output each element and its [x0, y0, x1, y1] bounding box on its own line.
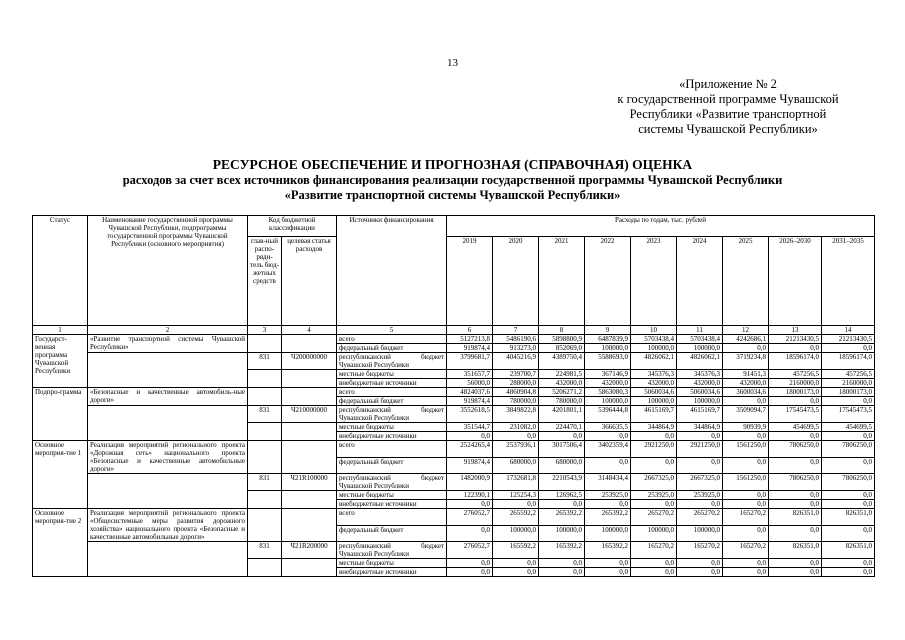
row-value: 0,0 — [677, 432, 723, 441]
column-number: 1 — [33, 326, 88, 335]
row-source: федеральный бюджет — [337, 344, 447, 353]
row-value: 0,0 — [539, 432, 585, 441]
row-csr-empty — [282, 491, 337, 509]
row-value: 2667325,0 — [677, 474, 723, 491]
row-value: 919874,4 — [447, 397, 493, 406]
row-value: 7806250,0 — [769, 441, 822, 458]
column-number: 13 — [769, 326, 822, 335]
row-value: 126962,5 — [539, 491, 585, 500]
row-value: 3600034,6 — [723, 388, 769, 397]
appendix-line-2: к государственной программе Чувашской — [617, 92, 839, 106]
row-value: 0,0 — [769, 500, 822, 509]
row-value: 4860904,8 — [493, 388, 539, 397]
row-grbs: 831 — [248, 353, 282, 370]
row-value: 4824037,6 — [447, 388, 493, 397]
row-value: 21213430,5 — [822, 335, 875, 344]
row-value: 276052,7 — [447, 509, 493, 526]
row-value: 1561250,0 — [723, 441, 769, 458]
row-status: Государст-венная программа Чувашской Республики — [33, 335, 88, 388]
row-value: 1482000,9 — [447, 474, 493, 491]
row-value: 3017506,4 — [539, 441, 585, 458]
row-grbs-empty — [248, 370, 282, 388]
header-expenses: Расходы по годам, тыс. рублей — [447, 216, 875, 237]
row-source: республиканский бюджет Чувашской Республики — [337, 474, 447, 491]
header-status: Статус — [33, 216, 88, 326]
row-value: 0,0 — [447, 500, 493, 509]
title-line-2: расходов за счет всех источников финансирования реализации государственной программы Чувашской Республики — [122, 173, 783, 187]
row-value: 0,0 — [631, 559, 677, 568]
appendix-line-3: Республики «Развитие транспортной — [629, 107, 827, 121]
row-value: 0,0 — [723, 559, 769, 568]
row-value: 0,0 — [723, 500, 769, 509]
row-value: 224981,5 — [539, 370, 585, 379]
row-value: 0,0 — [769, 457, 822, 474]
row-value: 344864,9 — [677, 423, 723, 432]
row-value: 0,0 — [769, 568, 822, 577]
row-value: 0,0 — [631, 457, 677, 474]
row-grbs: 831 — [248, 542, 282, 559]
row-value: 0,0 — [822, 397, 875, 406]
table-row — [33, 509, 875, 526]
row-value: 5588693,0 — [585, 353, 631, 370]
row-value: 0,0 — [585, 432, 631, 441]
row-value: 0,0 — [585, 568, 631, 577]
row-value: 4201801,1 — [539, 406, 585, 423]
column-number: 3 — [248, 326, 282, 335]
row-value: 0,0 — [585, 457, 631, 474]
row-value: 0,0 — [631, 432, 677, 441]
row-value: 265392,2 — [585, 509, 631, 526]
row-value: 276052,7 — [447, 542, 493, 559]
row-value: 7806250,0 — [769, 474, 822, 491]
row-value: 2524265,4 — [447, 441, 493, 458]
row-value: 0,0 — [493, 500, 539, 509]
row-csr-empty — [282, 370, 337, 388]
row-value: 5127213,8 — [447, 335, 493, 344]
row-value: 454699,5 — [769, 423, 822, 432]
row-value: 231082,0 — [493, 423, 539, 432]
row-value: 5060034,6 — [631, 388, 677, 397]
column-number: 10 — [631, 326, 677, 335]
row-value: 100000,0 — [677, 525, 723, 542]
row-value: 21213430,5 — [769, 335, 822, 344]
row-grbs-empty — [248, 491, 282, 509]
row-value: 1561250,0 — [723, 474, 769, 491]
row-value: 100000,0 — [585, 397, 631, 406]
row-name: «Развитие транспортной системы Чувашской Республики» — [88, 335, 248, 353]
row-source: всего — [337, 335, 447, 344]
row-value: 5060034,6 — [677, 388, 723, 397]
row-value: 4615169,7 — [677, 406, 723, 423]
header-year: 2022 — [585, 237, 631, 326]
row-source: федеральный бюджет — [337, 525, 447, 542]
header-grbs: глав-ный распо-ряди-тель бюд-жетных средств — [248, 237, 282, 326]
column-number: 9 — [585, 326, 631, 335]
row-value: 5486190,6 — [493, 335, 539, 344]
row-value: 2160000,0 — [769, 379, 822, 388]
row-csr: Ч200000000 — [282, 353, 337, 370]
row-value: 432000,0 — [631, 379, 677, 388]
row-value: 0,0 — [723, 457, 769, 474]
header-year: 2023 — [631, 237, 677, 326]
row-value: 4242686,1 — [723, 335, 769, 344]
appendix-line-1: «Приложение № 2 — [679, 77, 777, 91]
row-value: 0,0 — [822, 500, 875, 509]
row-value: 265392,2 — [539, 509, 585, 526]
row-value: 4826062,1 — [631, 353, 677, 370]
row-value: 0,0 — [769, 525, 822, 542]
appendix-note — [603, 77, 853, 137]
row-status: Основное мероприя-тие 2 — [33, 509, 88, 577]
row-source: республиканский бюджет Чувашской Республики — [337, 542, 447, 559]
row-value: 432000,0 — [677, 379, 723, 388]
row-value: 913273,0 — [493, 344, 539, 353]
row-source: республиканский бюджет Чувашской Республики — [337, 406, 447, 423]
row-value: 288000,0 — [493, 379, 539, 388]
row-value: 3552618,5 — [447, 406, 493, 423]
row-value: 6487839,9 — [585, 335, 631, 344]
row-source: всего — [337, 509, 447, 526]
column-number: 5 — [337, 326, 447, 335]
row-csr-empty — [282, 509, 337, 542]
row-value: 919874,4 — [447, 457, 493, 474]
row-value: 432000,0 — [539, 379, 585, 388]
page-number: 13 — [447, 57, 458, 69]
row-value: 826351,0 — [822, 542, 875, 559]
row-source: внебюджетные источники — [337, 568, 447, 577]
row-value: 0,0 — [723, 432, 769, 441]
row-value: 100000,0 — [677, 397, 723, 406]
row-status: Подпро-грамма — [33, 388, 88, 441]
row-value: 18000173,0 — [822, 388, 875, 397]
row-value: 2667325,0 — [631, 474, 677, 491]
row-grbs: 831 — [248, 406, 282, 423]
row-value: 91451,3 — [723, 370, 769, 379]
row-csr: Ч21R100000 — [282, 474, 337, 491]
column-number: 4 — [282, 326, 337, 335]
row-value: 0,0 — [677, 568, 723, 577]
row-value: 100000,0 — [677, 344, 723, 353]
row-value: 0,0 — [822, 491, 875, 500]
header-year: 2020 — [493, 237, 539, 326]
column-number: 11 — [677, 326, 723, 335]
row-value: 2537936,1 — [493, 441, 539, 458]
row-grbs-empty — [248, 559, 282, 577]
title-line-1: РЕСУРСНОЕ ОБЕСПЕЧЕНИЕ И ПРОГНОЗНАЯ (СПРАВОЧНАЯ) ОЦЕНКА — [212, 157, 693, 172]
row-source: республиканский бюджет Чувашской Республики — [337, 353, 447, 370]
row-csr-empty — [282, 441, 337, 474]
row-value: 165592,2 — [493, 542, 539, 559]
row-value: 432000,0 — [723, 379, 769, 388]
row-value: 3509094,7 — [723, 406, 769, 423]
row-name-cont — [88, 406, 248, 441]
row-value: 165270,2 — [631, 542, 677, 559]
row-value: 0,0 — [539, 568, 585, 577]
row-value: 0,0 — [769, 344, 822, 353]
row-name-cont — [88, 474, 248, 509]
row-value: 826351,0 — [769, 542, 822, 559]
row-value: 0,0 — [539, 500, 585, 509]
row-value: 0,0 — [769, 432, 822, 441]
header-sources: Источники финансирования — [337, 216, 447, 326]
row-value: 432000,0 — [585, 379, 631, 388]
row-value: 3148434,4 — [585, 474, 631, 491]
row-value: 919874,4 — [447, 344, 493, 353]
row-source: местные бюджеты — [337, 559, 447, 568]
header-code: Код бюджетной классификации — [248, 216, 337, 237]
row-value: 7806250,0 — [822, 441, 875, 458]
row-source: внебюджетные источники — [337, 500, 447, 509]
row-value: 0,0 — [677, 500, 723, 509]
row-value: 0,0 — [822, 568, 875, 577]
column-number: 6 — [447, 326, 493, 335]
row-name: Реализация мероприятий регионального проекта «Общесистемные меры развития дорожного хозяйства» национального проекта «Безопасные и качественные автомобильные дороги» — [88, 509, 248, 542]
table-row — [33, 406, 875, 423]
row-value: 4045216,9 — [493, 353, 539, 370]
row-value: 224470,1 — [539, 423, 585, 432]
table-row — [33, 388, 875, 397]
row-value: 0,0 — [493, 432, 539, 441]
row-grbs-empty — [248, 388, 282, 406]
row-csr: Ч21R200000 — [282, 542, 337, 559]
row-value: 122390,1 — [447, 491, 493, 500]
row-value: 0,0 — [723, 491, 769, 500]
row-value: 366635,5 — [585, 423, 631, 432]
row-value: 18596174,0 — [769, 353, 822, 370]
row-value: 0,0 — [447, 559, 493, 568]
row-value: 125254,3 — [493, 491, 539, 500]
row-name-cont — [88, 542, 248, 577]
row-value: 165270,2 — [723, 542, 769, 559]
row-value: 457256,5 — [769, 370, 822, 379]
row-value: 253925,0 — [585, 491, 631, 500]
table-row — [33, 542, 875, 559]
row-source: внебюджетные источники — [337, 432, 447, 441]
row-value: 3719234,8 — [723, 353, 769, 370]
row-value: 826351,0 — [822, 509, 875, 526]
column-numbers-row — [33, 326, 875, 335]
row-value: 0,0 — [769, 397, 822, 406]
row-value: 0,0 — [822, 559, 875, 568]
row-value: 2210543,9 — [539, 474, 585, 491]
row-value: 454699,5 — [822, 423, 875, 432]
header-year: 2019 — [447, 237, 493, 326]
row-value: 780000,0 — [493, 397, 539, 406]
table-row — [33, 441, 875, 458]
row-value: 7806250,0 — [822, 474, 875, 491]
row-value: 345376,3 — [631, 370, 677, 379]
row-value: 17545473,5 — [769, 406, 822, 423]
row-value: 852069,0 — [539, 344, 585, 353]
row-value: 351544,7 — [447, 423, 493, 432]
row-value: 0,0 — [447, 432, 493, 441]
row-value: 253925,0 — [631, 491, 677, 500]
row-value: 0,0 — [493, 568, 539, 577]
table-row — [33, 335, 875, 344]
row-value: 0,0 — [447, 568, 493, 577]
row-grbs-empty — [248, 441, 282, 474]
row-value: 344864,9 — [631, 423, 677, 432]
row-value: 457256,5 — [822, 370, 875, 379]
row-value: 100000,0 — [631, 525, 677, 542]
row-value: 0,0 — [447, 525, 493, 542]
row-value: 345376,3 — [677, 370, 723, 379]
row-value: 18596174,0 — [822, 353, 875, 370]
row-value: 3849822,8 — [493, 406, 539, 423]
column-number: 2 — [88, 326, 248, 335]
row-value: 100000,0 — [631, 397, 677, 406]
row-value: 2160000,0 — [822, 379, 875, 388]
row-value: 100000,0 — [585, 344, 631, 353]
row-source: федеральный бюджет — [337, 457, 447, 474]
row-value: 100000,0 — [585, 525, 631, 542]
header-year: 2021 — [539, 237, 585, 326]
row-value: 5863080,3 — [585, 388, 631, 397]
row-value: 0,0 — [539, 559, 585, 568]
row-value: 0,0 — [822, 432, 875, 441]
row-source: всего — [337, 441, 447, 458]
row-value: 165270,2 — [723, 509, 769, 526]
row-value: 4389750,4 — [539, 353, 585, 370]
row-value: 0,0 — [677, 559, 723, 568]
row-value: 5703438,4 — [631, 335, 677, 344]
row-value: 0,0 — [631, 568, 677, 577]
row-name: «Безопасные и качественные автомобиль-ные дороги» — [88, 388, 248, 406]
header-csr: целевая статья расходов — [282, 237, 337, 326]
header-year: 2031–2035 — [822, 237, 875, 326]
row-grbs-empty — [248, 335, 282, 353]
header-year: 2024 — [677, 237, 723, 326]
row-value: 90939,9 — [723, 423, 769, 432]
row-value: 17545473,5 — [822, 406, 875, 423]
row-value: 239700,7 — [493, 370, 539, 379]
row-value: 265270,2 — [677, 509, 723, 526]
row-value: 56000,0 — [447, 379, 493, 388]
row-csr: Ч210000000 — [282, 406, 337, 423]
column-number: 8 — [539, 326, 585, 335]
row-value: 826351,0 — [769, 509, 822, 526]
row-value: 3799681,7 — [447, 353, 493, 370]
row-value: 0,0 — [723, 525, 769, 542]
row-source: внебюджетные источники — [337, 379, 447, 388]
row-value: 0,0 — [769, 559, 822, 568]
row-value: 253925,0 — [677, 491, 723, 500]
row-status: Основное мероприя-тие 1 — [33, 441, 88, 509]
row-csr-empty — [282, 559, 337, 577]
row-value: 2921250,0 — [677, 441, 723, 458]
row-value: 0,0 — [677, 457, 723, 474]
row-source: местные бюджеты — [337, 491, 447, 500]
column-number: 7 — [493, 326, 539, 335]
column-number: 14 — [822, 326, 875, 335]
row-value: 3402359,4 — [585, 441, 631, 458]
row-value: 351657,7 — [447, 370, 493, 379]
row-value: 0,0 — [585, 500, 631, 509]
document-title — [40, 157, 865, 203]
row-value: 18000173,0 — [769, 388, 822, 397]
row-value: 100000,0 — [631, 344, 677, 353]
row-value: 4615169,7 — [631, 406, 677, 423]
row-value: 0,0 — [493, 559, 539, 568]
header-year: 2025 — [723, 237, 769, 326]
row-value: 5396444,8 — [585, 406, 631, 423]
row-value: 680000,0 — [493, 457, 539, 474]
row-value: 265592,2 — [493, 509, 539, 526]
row-value: 0,0 — [822, 457, 875, 474]
row-value: 780000,0 — [539, 397, 585, 406]
row-name-cont — [88, 353, 248, 388]
row-source: местные бюджеты — [337, 423, 447, 432]
row-value: 165270,2 — [677, 542, 723, 559]
row-value: 0,0 — [723, 568, 769, 577]
row-grbs-empty — [248, 423, 282, 441]
row-csr-empty — [282, 388, 337, 406]
row-value: 5703438,4 — [677, 335, 723, 344]
row-source: местные бюджеты — [337, 370, 447, 379]
row-value: 0,0 — [723, 344, 769, 353]
row-value: 0,0 — [585, 559, 631, 568]
row-name: Реализация мероприятий регионального проекта «Дорожная сеть» национального проекта «Безопасные и качественные автомобильные дороги» — [88, 441, 248, 474]
row-value: 2921250,0 — [631, 441, 677, 458]
header-year: 2026–2030 — [769, 237, 822, 326]
column-number: 12 — [723, 326, 769, 335]
row-source: федеральный бюджет — [337, 397, 447, 406]
row-value: 0,0 — [822, 525, 875, 542]
row-value: 165392,2 — [539, 542, 585, 559]
title-line-3: «Развитие транспортной системы Чувашской Республики» — [284, 188, 621, 202]
row-value: 100000,0 — [493, 525, 539, 542]
row-grbs: 831 — [248, 474, 282, 491]
row-grbs-empty — [248, 509, 282, 542]
row-value: 165392,2 — [585, 542, 631, 559]
resource-table — [32, 215, 875, 577]
row-value: 5898800,9 — [539, 335, 585, 344]
row-value: 100000,0 — [539, 525, 585, 542]
table-row — [33, 353, 875, 370]
row-value: 0,0 — [723, 397, 769, 406]
header-name: Наименование государственной программы Чувашской Республики, подпрограммы государственной программы Чувашской Республики (основного мероприятия) — [88, 216, 248, 326]
row-value: 265270,2 — [631, 509, 677, 526]
row-value: 0,0 — [822, 344, 875, 353]
row-value: 0,0 — [769, 491, 822, 500]
table-row — [33, 474, 875, 491]
row-value: 4826062,1 — [677, 353, 723, 370]
row-value: 680000,0 — [539, 457, 585, 474]
row-source: всего — [337, 388, 447, 397]
appendix-line-4: системы Чувашской Республики» — [638, 122, 818, 136]
row-csr-empty — [282, 335, 337, 353]
row-csr-empty — [282, 423, 337, 441]
row-value: 5206271,2 — [539, 388, 585, 397]
row-value: 1732681,8 — [493, 474, 539, 491]
row-value: 367146,9 — [585, 370, 631, 379]
row-value: 0,0 — [631, 500, 677, 509]
